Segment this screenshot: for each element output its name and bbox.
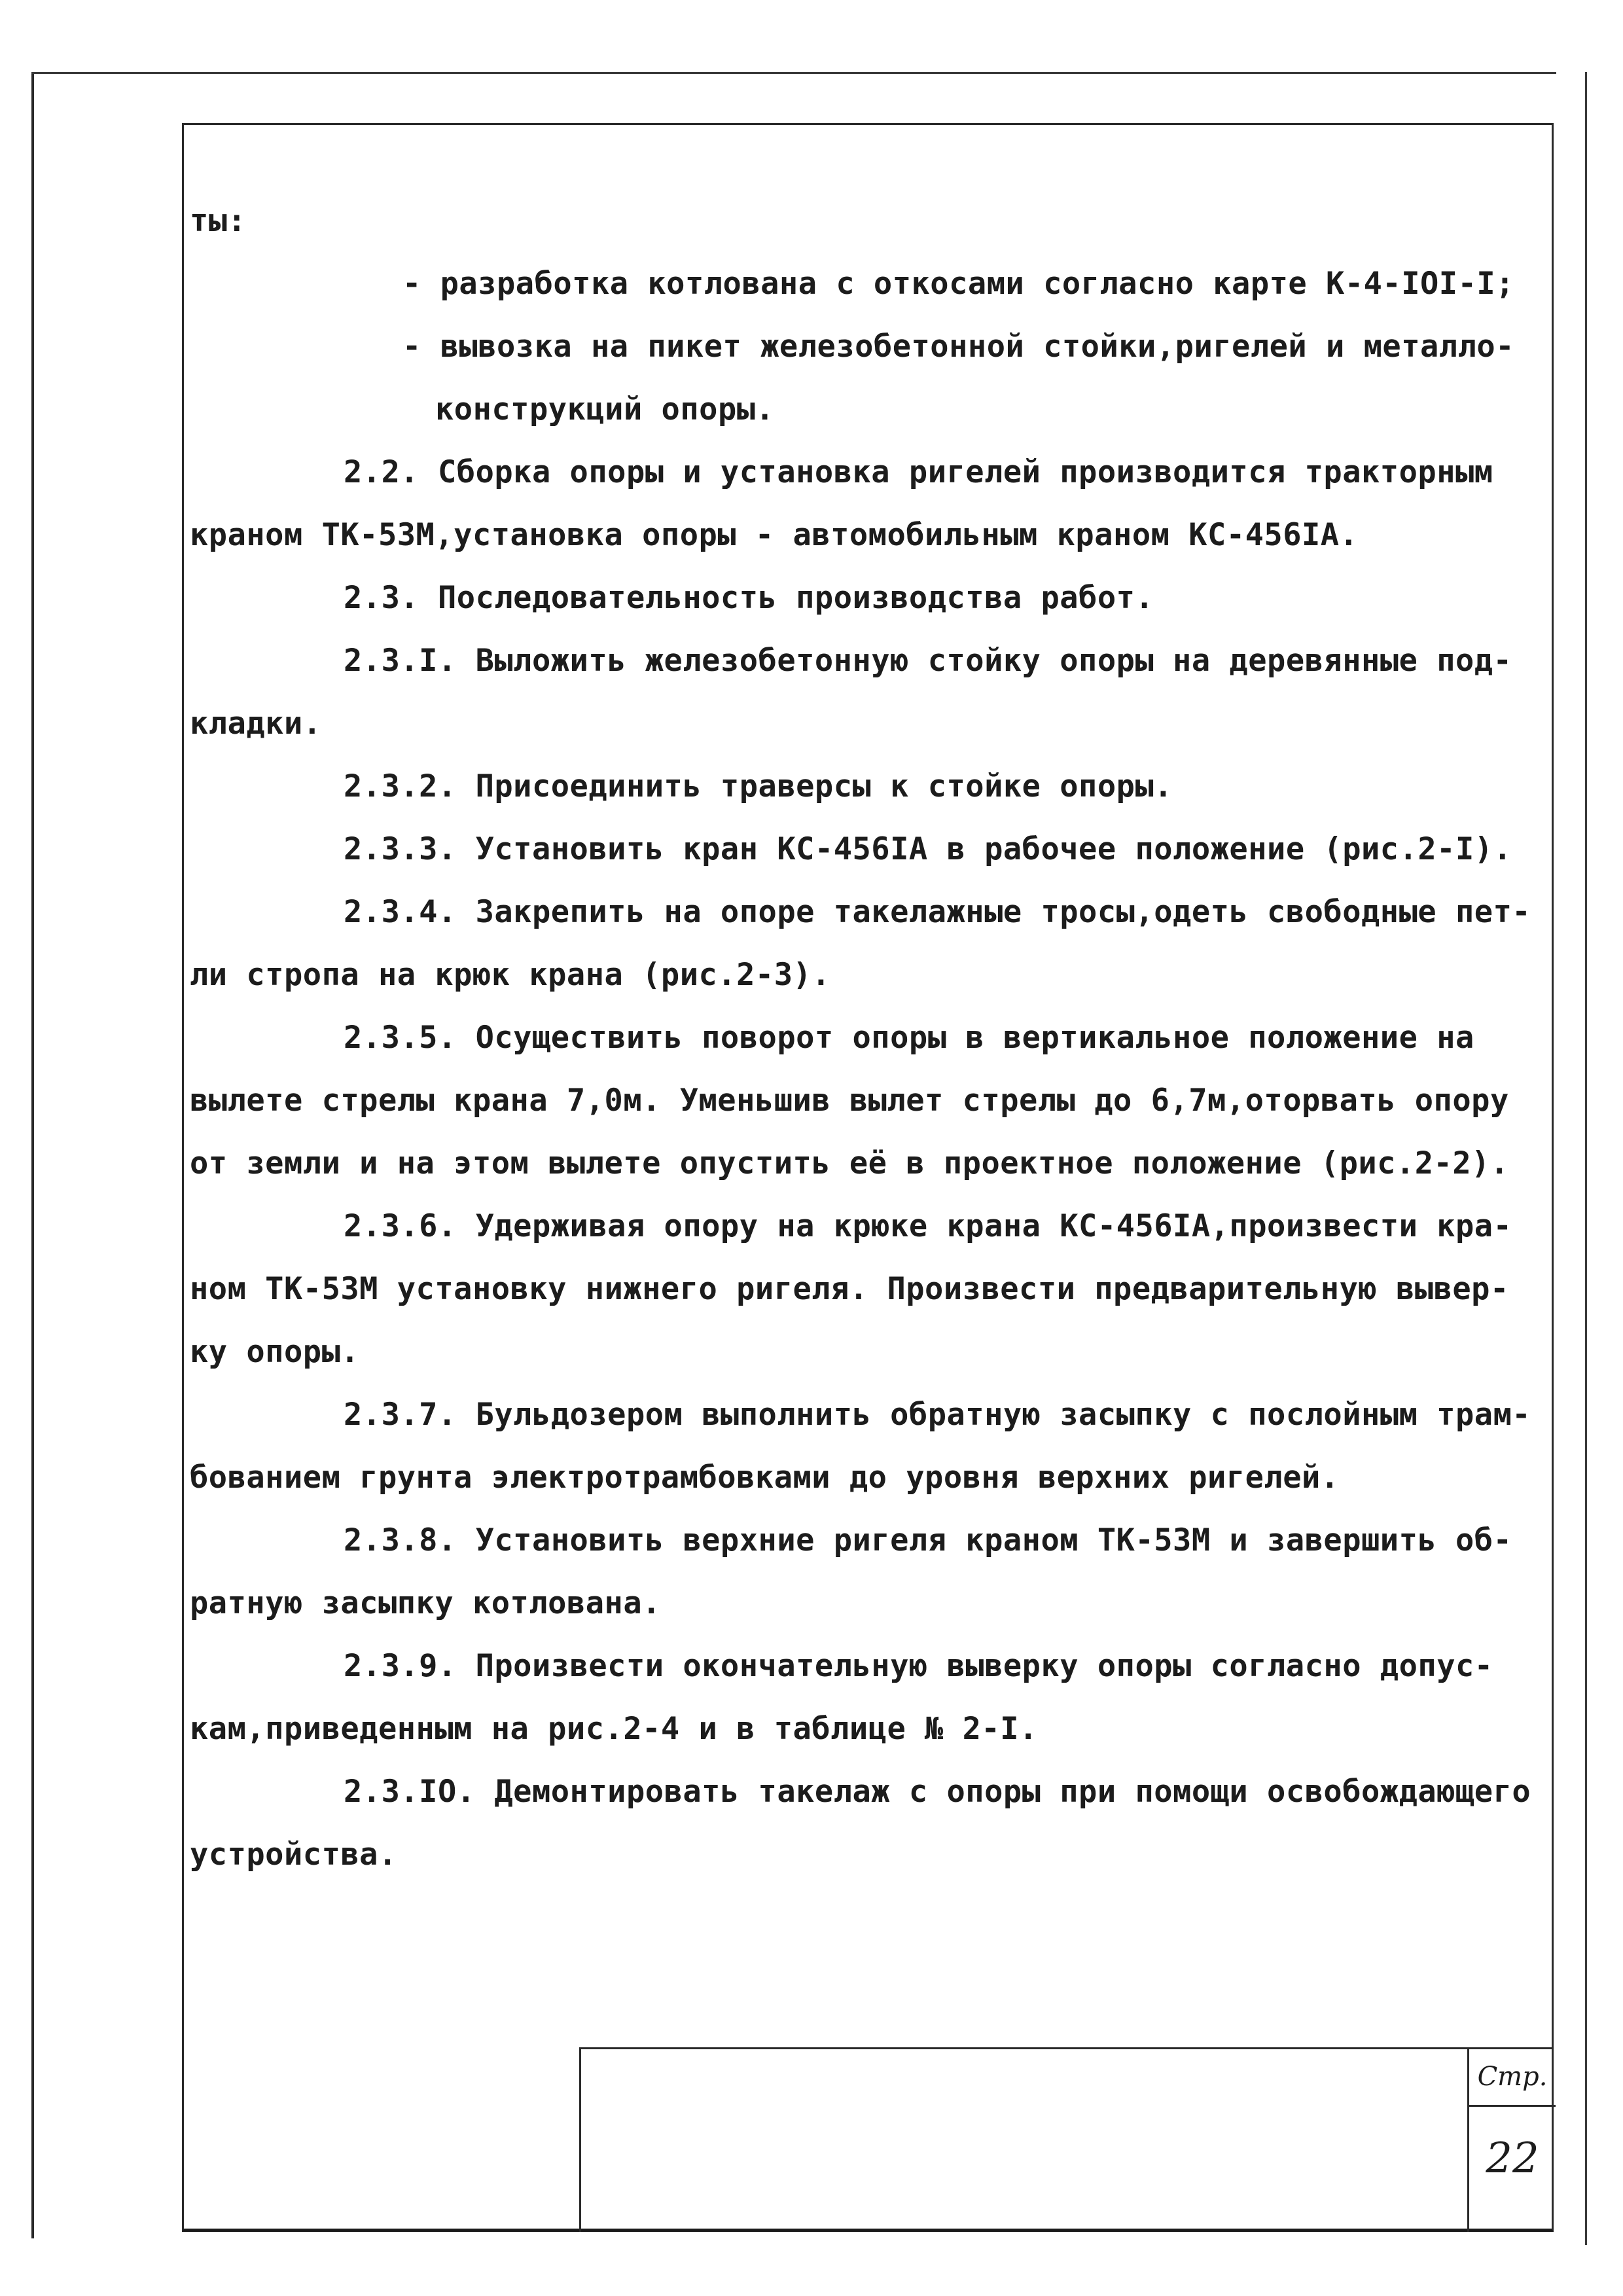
- text-line: от земли и на этом вылете опустить её в проектное положение (рис.2-2).: [190, 1145, 1509, 1181]
- list-item: - разработка котлована с откосами согласно карте К-4-IOI-I;: [402, 266, 1514, 302]
- text-line: кам,приведенным на рис.2-4 и в таблице № 2-I.: [190, 1711, 1038, 1747]
- paragraph-2-3-2: 2.3.2. Присоединить траверсы к стойке опоры.: [344, 768, 1173, 804]
- page-label: Стр.: [1469, 2049, 1556, 2107]
- title-block: [579, 2047, 1554, 2232]
- paragraph-2-3: 2.3. Последовательность производства работ.: [344, 580, 1154, 616]
- paragraph-2-3-1: 2.3.I. Выложить железобетонную стойку опоры на деревянные под-: [344, 643, 1512, 679]
- text-line: конструкций опоры.: [435, 391, 775, 427]
- page-number: 22: [1486, 2134, 1539, 2183]
- text-line: вылете стрелы крана 7,0м. Уменьшив вылет стрелы до 6,7м,оторвать опору: [190, 1083, 1509, 1119]
- outer-border-left: [31, 72, 34, 2238]
- paragraph-2-2: 2.2. Сборка опоры и установка ригелей производится тракторным: [344, 454, 1493, 490]
- text-line: ли стропа на крюк крана (рис.2-3).: [190, 957, 831, 993]
- page-number-cell: [1467, 2049, 1556, 2232]
- paragraph-2-3-4: 2.3.4. Закрепить на опоре такелажные тросы,одеть свободные пет-: [344, 894, 1531, 930]
- paragraph-2-3-9: 2.3.9. Произвести окончательную выверку опоры согласно допус-: [344, 1648, 1493, 1684]
- paragraph-2-3-6: 2.3.6. Удерживая опору на крюке крана КС-456IA,произвести кра-: [344, 1208, 1512, 1244]
- outer-border-top: [31, 72, 1556, 74]
- paragraph-2-3-10: 2.3.IO. Демонтировать такелаж с опоры при помощи освобождающего: [344, 1774, 1531, 1810]
- paragraph-2-3-5: 2.3.5. Осуществить поворот опоры в вертикальное положение на: [344, 1020, 1474, 1056]
- paragraph-2-3-3: 2.3.3. Установить кран КС-456IA в рабочее положение (рис.2-I).: [344, 831, 1512, 867]
- text-line: ку опоры.: [190, 1334, 360, 1370]
- paragraph-2-3-8: 2.3.8. Установить верхние ригеля краном ТК-53М и завершить об-: [344, 1522, 1512, 1558]
- list-item: - вывозка на пикет железобетонной стойки,ригелей и металло-: [402, 329, 1514, 365]
- text-line: ном ТК-53М установку нижнего ригеля. Произвести предварительную вывер-: [190, 1271, 1509, 1307]
- document-body: [190, 190, 1538, 1886]
- paragraph-2-3-7: 2.3.7. Бульдозером выполнить обратную засыпку с послойным трам-: [344, 1397, 1531, 1433]
- text-line: бованием грунта электротрамбовками до уровня верхних ригелей.: [190, 1460, 1340, 1496]
- text-line: ты:: [190, 203, 247, 239]
- text-line: краном ТК-53М,установка опоры - автомобильным краном КС-456IA.: [190, 517, 1359, 553]
- text-line: ратную засыпку котлована.: [190, 1585, 661, 1621]
- text-line: кладки.: [190, 706, 322, 742]
- outer-border-right: [1585, 72, 1587, 2245]
- text-line: устройства.: [190, 1837, 397, 1873]
